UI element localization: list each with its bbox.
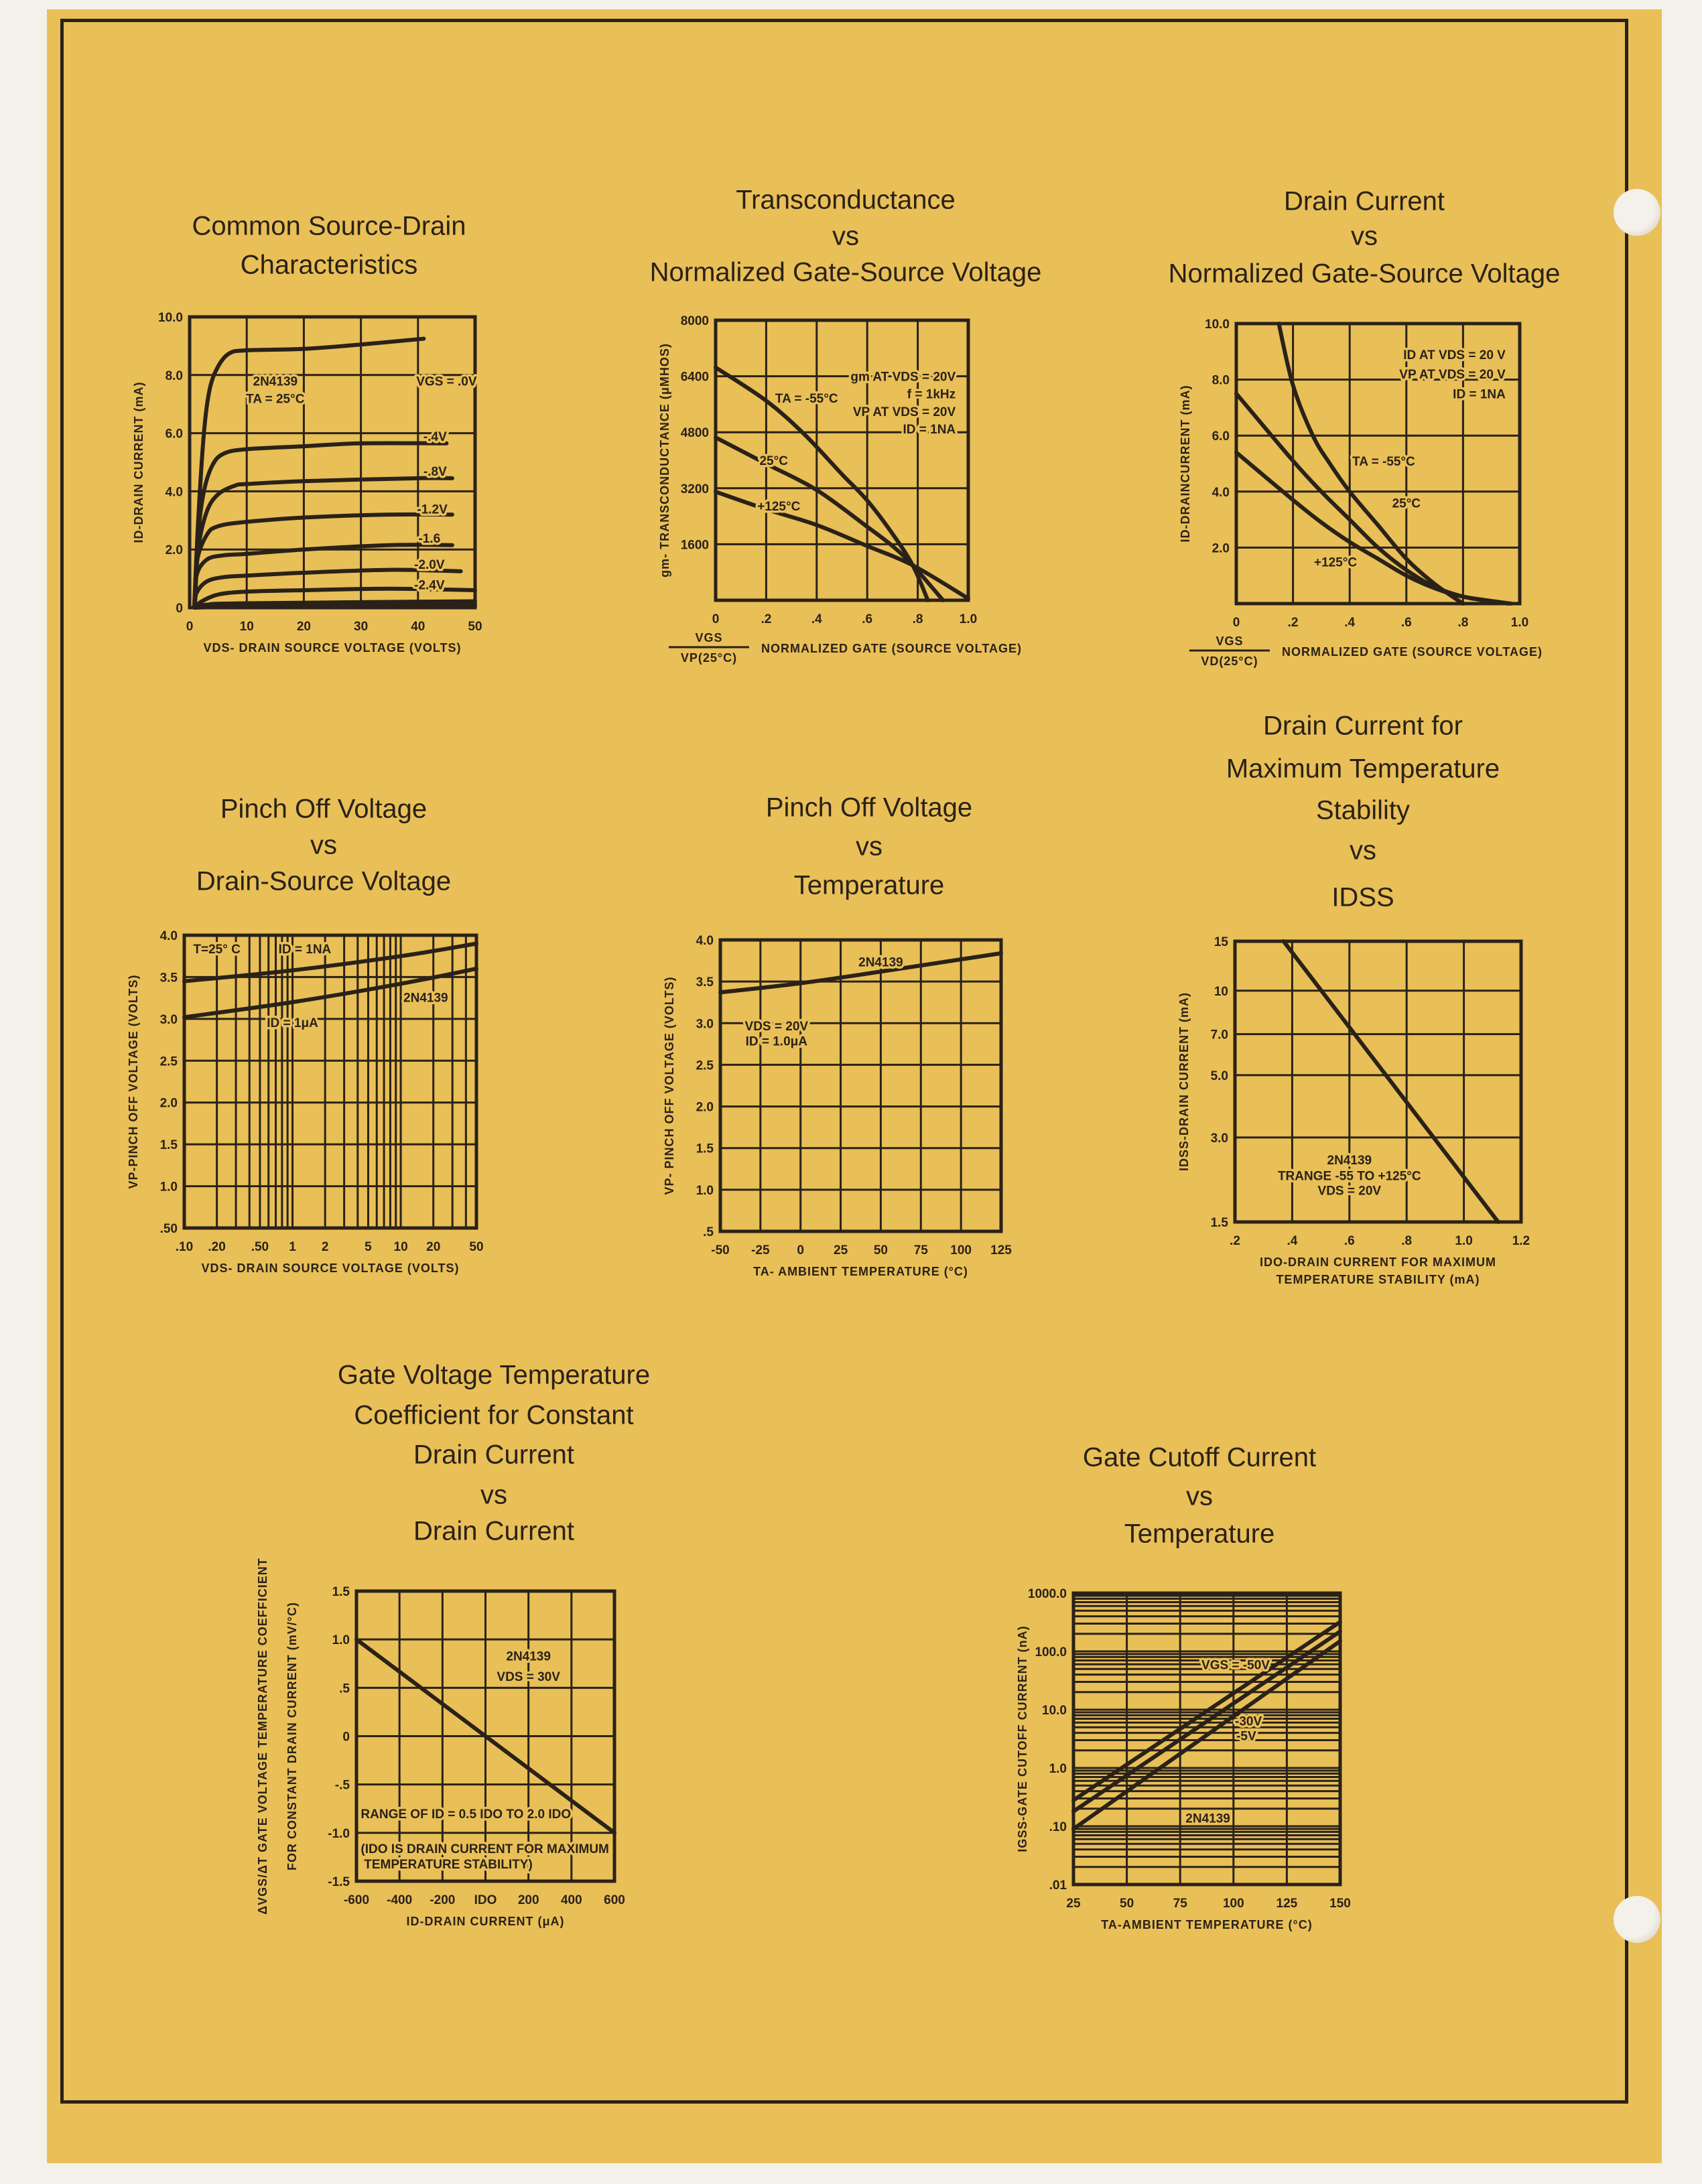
x-tick-label: 400: [560, 1893, 582, 1907]
y-tick-label: -1.5: [328, 1875, 350, 1889]
annotation-label: +125°C: [757, 499, 801, 514]
annotation-label: TA = -55°C: [1352, 454, 1415, 469]
x-tick-label: .8: [1457, 616, 1469, 630]
x-tick-label: 150: [1329, 1897, 1351, 1911]
x-tick-label: .20: [208, 1240, 226, 1254]
y-tick-label: 4.0: [165, 485, 183, 500]
chart-title-line: Transconductance: [736, 185, 956, 215]
x-tick-label: 20: [296, 620, 311, 634]
x-tick-label: .2: [761, 612, 772, 626]
chart-title-line: Gate Voltage Temperature: [337, 1360, 651, 1390]
y-tick-label: 2.5: [159, 1054, 178, 1069]
chart-title-line: Normalized Gate-Source Voltage: [1168, 259, 1561, 289]
plot-frame: [716, 320, 968, 600]
x-label-denominator: VD(25°C): [1201, 655, 1258, 668]
chart-7: [256, 1361, 650, 1928]
annotation-label: 2N4139: [253, 374, 298, 389]
annotation-label: TEMPERATURE STABILITY): [364, 1858, 533, 1872]
y-axis-label: ΔVGS/ΔT GATE VOLTAGE TEMPERATURE COEFFICIENT: [256, 1558, 269, 1915]
x-tick-label: .4: [1287, 1234, 1298, 1248]
x-tick-label: 125: [1276, 1897, 1298, 1911]
annotation-label: ID = 1NA: [1453, 387, 1506, 402]
y-tick-label: 1.5: [1210, 1216, 1228, 1230]
y-tick-label: 3.0: [696, 1017, 714, 1032]
chart-5: [663, 793, 1012, 1278]
x-tick-label: 20: [426, 1240, 441, 1254]
annotation-label: VP AT VDS = 20V: [852, 405, 956, 419]
annotation-label: -5V: [1236, 1729, 1256, 1744]
y-tick-label: 10.0: [158, 311, 183, 325]
chart-title-line: Drain Current for: [1263, 711, 1463, 741]
y-axis-label: FOR CONSTANT DRAIN CURRENT (mV/°C): [285, 1602, 299, 1870]
chart-title-line: Drain Current: [413, 1440, 575, 1470]
series-line-10: [196, 606, 475, 608]
x-axis-label: TEMPERATURE STABILITY (mA): [1276, 1273, 1480, 1286]
y-tick-label: 2.5: [696, 1059, 714, 1073]
x-tick-label: 50: [1120, 1897, 1134, 1911]
annotation-label: -2.0V: [414, 557, 445, 572]
x-tick-label: .50: [251, 1240, 269, 1254]
x-label-denominator: VP(25°C): [680, 651, 738, 665]
annotation-label: VDS = 30V: [497, 1670, 560, 1685]
annotation-label: VGS = -50V: [1201, 1658, 1270, 1673]
y-axis-label: VP-PINCH OFF VOLTAGE (VOLTS): [127, 974, 140, 1189]
y-axis-label: VP- PINCH OFF VOLTAGE (VOLTS): [663, 976, 676, 1195]
series-line-1: [194, 339, 424, 608]
annotation-label: -.8V: [423, 465, 447, 480]
chart-title-line: Gate Cutoff Current: [1082, 1442, 1317, 1473]
grid: [720, 940, 1001, 1231]
chart-title-line: vs: [832, 221, 859, 251]
x-axis-label: NORMALIZED GATE (SOURCE VOLTAGE): [1282, 645, 1543, 659]
plot-frame: [1073, 1593, 1340, 1885]
y-tick-label: 6.0: [165, 427, 183, 441]
annotation-label: -2.4V: [414, 578, 445, 593]
y-tick-label: 4.0: [1212, 485, 1230, 500]
y-tick-label: .01: [1049, 1879, 1067, 1893]
chart-title-line: IDSS: [1331, 882, 1394, 912]
x-tick-label: 40: [411, 620, 426, 634]
y-tick-label: 1.5: [696, 1142, 714, 1156]
y-tick-label: .10: [1049, 1820, 1067, 1834]
y-tick-label: -1.0: [328, 1826, 350, 1841]
annotation-label: ID AT VDS = 20 V: [1403, 348, 1506, 362]
chart-title-line: Maximum Temperature: [1226, 754, 1500, 784]
y-tick-label: 2.0: [165, 543, 183, 558]
y-tick-label: 8000: [680, 314, 709, 328]
chart-title-line: vs: [310, 830, 337, 860]
y-tick-label: 6400: [680, 370, 709, 385]
chart-8: [1016, 1443, 1351, 1931]
chart-title-line: vs: [1186, 1481, 1213, 1511]
y-tick-label: 10: [1214, 984, 1228, 999]
x-tick-label: .6: [1344, 1234, 1355, 1248]
x-tick-label: 0: [1232, 616, 1240, 630]
x-tick-label: 75: [1173, 1897, 1187, 1911]
annotation-label: ID = 1.0μA: [745, 1034, 808, 1049]
x-tick-label: 2: [321, 1240, 329, 1254]
x-tick-label: 1.2: [1512, 1234, 1530, 1248]
x-tick-label: .2: [1230, 1234, 1240, 1248]
y-tick-label: 0: [176, 602, 183, 616]
x-tick-label: -600: [343, 1893, 370, 1907]
annotation-label: 2N4139: [403, 991, 448, 1006]
x-tick-label: 0: [712, 612, 720, 626]
y-tick-label: 1.5: [332, 1585, 350, 1599]
y-tick-label: 8.0: [165, 368, 183, 383]
annotation-label: VGS = .0V: [416, 374, 477, 389]
chart-title-line: Temperature: [1124, 1519, 1275, 1549]
chart-title-line: vs: [480, 1480, 507, 1510]
x-tick-label: 1: [289, 1240, 296, 1254]
y-tick-label: 2.0: [1212, 541, 1230, 556]
x-tick-label: 100: [1222, 1897, 1244, 1911]
y-tick-label: 3200: [680, 482, 709, 496]
x-label-numerator: VGS: [695, 631, 723, 644]
x-axis-label: NORMALIZED GATE (SOURCE VOLTAGE): [761, 642, 1022, 655]
x-tick-label: 0: [797, 1243, 805, 1257]
chart-title-line: Characteristics: [240, 250, 418, 280]
annotation-label: -1.2V: [417, 502, 448, 517]
y-tick-label: .5: [703, 1225, 714, 1239]
x-tick-label: 50: [468, 620, 482, 634]
x-tick-label: 50: [873, 1243, 888, 1257]
x-tick-label: .2: [1287, 616, 1299, 630]
annotation-label: ID = 1NA: [903, 422, 956, 437]
chart-title-line: Temperature: [793, 870, 945, 900]
annotation-label: 2N4139: [506, 1649, 551, 1664]
x-tick-label: 50: [469, 1240, 484, 1254]
annotation-label: 2N4139: [1327, 1154, 1372, 1168]
chart-title-line: Drain-Source Voltage: [196, 866, 452, 896]
y-tick-label: 10.0: [1205, 318, 1230, 332]
x-tick-label: 75: [913, 1243, 928, 1257]
x-tick-label: -25: [751, 1243, 770, 1257]
x-tick-label: 0: [186, 620, 194, 634]
y-tick-label: 1.0: [696, 1183, 714, 1198]
y-tick-label: 100.0: [1035, 1645, 1067, 1659]
y-tick-label: 5.0: [1210, 1069, 1228, 1083]
y-axis-label: gm- TRANSCONDUCTANCE (μMHOS): [658, 343, 671, 577]
chart-1: [132, 212, 482, 655]
x-axis-label: VDS- DRAIN SOURCE VOLTAGE (VOLTS): [201, 1261, 460, 1275]
annotation-label: 25°C: [1392, 496, 1421, 511]
annotation-label: f = 1kHz: [907, 387, 956, 402]
x-tick-label: 25: [1066, 1897, 1081, 1911]
annotation-label: 25°C: [759, 454, 788, 468]
annotation-label: (IDO IS DRAIN CURRENT FOR MAXIMUM: [361, 1842, 609, 1856]
y-tick-label: 4800: [680, 426, 709, 441]
x-tick-label: .10: [175, 1240, 194, 1254]
y-axis-label: IDSS-DRAIN CURRENT (mA): [1177, 992, 1191, 1171]
y-tick-label: 1000.0: [1027, 1587, 1067, 1601]
y-tick-label: 3.5: [159, 971, 178, 985]
x-tick-label: -50: [711, 1243, 730, 1257]
chart-4: [127, 795, 484, 1275]
y-axis-label: ID-DRAIN CURRENT (mA): [132, 381, 145, 543]
annotation-label: VDS = 20V: [744, 1020, 809, 1034]
x-tick-label: 1.0: [1510, 616, 1529, 630]
chart-title-line: Coefficient for Constant: [354, 1400, 634, 1430]
y-tick-label: 7.0: [1210, 1028, 1228, 1042]
y-tick-label: 4.0: [696, 934, 714, 948]
y-axis-label: ID-DRAINCURRENT (mA): [1179, 385, 1192, 543]
y-tick-label: 8.0: [1212, 373, 1230, 388]
annotation-label: gm AT VDS = 20V: [850, 370, 956, 385]
x-tick-label: -200: [430, 1893, 456, 1907]
annotation-label: T=25° C: [193, 942, 241, 957]
annotation-label: RANGE OF ID = 0.5 IDO TO 2.0 IDO: [361, 1807, 572, 1822]
x-tick-label: 25: [834, 1243, 848, 1257]
chart-3: [1169, 187, 1561, 668]
annotation-label: 2N4139: [858, 955, 903, 970]
y-tick-label: 10.0: [1042, 1704, 1067, 1718]
annotation-label: -1.6: [418, 531, 441, 546]
chart-title-line: vs: [1350, 835, 1376, 866]
x-axis-label: IDO-DRAIN CURRENT FOR MAXIMUM: [1260, 1255, 1496, 1269]
chart-title-line: Pinch Off Voltage: [220, 794, 428, 824]
x-tick-label: 100: [950, 1243, 972, 1257]
annotation-label: VDS = 20V: [1317, 1184, 1382, 1199]
x-tick-label: -400: [387, 1893, 413, 1907]
y-tick-label: 1.0: [159, 1180, 178, 1195]
y-tick-label: .5: [339, 1682, 350, 1696]
chart-title-line: Drain Current: [413, 1516, 575, 1546]
x-axis-label: TA- AMBIENT TEMPERATURE (°C): [753, 1265, 968, 1278]
chart-title-line: vs: [856, 831, 882, 862]
y-tick-label: 3.5: [696, 975, 714, 990]
y-tick-label: 1600: [680, 538, 709, 553]
chart-2: [650, 186, 1042, 665]
x-tick-label: 10: [393, 1240, 408, 1254]
y-axis-label: IGSS-GATE CUTOFF CURRENT (nA): [1016, 1625, 1029, 1852]
x-tick-label: 200: [517, 1893, 539, 1907]
series-line-3: [1236, 452, 1511, 604]
y-tick-label: 3.0: [159, 1012, 178, 1027]
grid: [1073, 1593, 1340, 1885]
y-tick-label: 2.0: [159, 1096, 178, 1111]
chart-title-line: Drain Current: [1283, 186, 1445, 216]
x-axis-label: VDS- DRAIN SOURCE VOLTAGE (VOLTS): [203, 641, 462, 655]
x-tick-label: .8: [912, 612, 923, 626]
x-tick-label: 1.0: [1455, 1234, 1473, 1248]
x-label-numerator: VGS: [1216, 634, 1244, 648]
y-tick-label: 3.0: [1210, 1131, 1228, 1146]
chart-title-line: Common Source-Drain: [192, 211, 466, 241]
chart-title-line: Pinch Off Voltage: [765, 793, 973, 823]
chart-title-line: Normalized Gate-Source Voltage: [649, 257, 1042, 287]
x-tick-label: 30: [354, 620, 369, 634]
x-axis-label: TA-AMBIENT TEMPERATURE (°C): [1101, 1918, 1313, 1931]
x-tick-label: IDO: [474, 1893, 497, 1907]
x-tick-label: 600: [604, 1893, 625, 1907]
y-tick-label: 15: [1214, 935, 1228, 949]
y-tick-label: 1.0: [332, 1633, 350, 1648]
x-axis-label: ID-DRAIN CURRENT (μA): [406, 1915, 565, 1928]
chart-title-line: vs: [1351, 221, 1378, 251]
x-tick-label: .8: [1401, 1234, 1413, 1248]
x-tick-label: .4: [1344, 616, 1356, 630]
y-tick-label: 6.0: [1212, 429, 1230, 444]
annotation-label: ID = 1μA: [267, 1016, 318, 1030]
x-tick-label: 5: [365, 1240, 372, 1254]
annotation-label: TRANGE -55 TO +125°C: [1277, 1169, 1421, 1184]
y-tick-label: 1.0: [1049, 1762, 1067, 1776]
annotation-label: -.4V: [423, 429, 447, 444]
y-tick-label: 1.5: [159, 1138, 178, 1153]
x-tick-label: 125: [990, 1243, 1012, 1257]
annotation-label: +125°C: [1313, 555, 1358, 570]
annotation-label: TA = -55°C: [775, 391, 838, 406]
x-tick-label: .6: [1400, 616, 1412, 630]
plot-frame: [720, 940, 1001, 1231]
annotation-label: -30V: [1235, 1714, 1262, 1729]
y-tick-label: -.5: [334, 1778, 350, 1793]
y-tick-label: .50: [159, 1222, 178, 1236]
series-line-2: [1236, 394, 1508, 604]
annotation-label: VP AT VDS = 20 V: [1399, 368, 1506, 383]
grid: [716, 320, 968, 600]
chart-6: [1177, 711, 1530, 1286]
chart-title-line: Stability: [1315, 795, 1411, 825]
x-tick-label: 10: [239, 620, 254, 634]
y-tick-label: 4.0: [159, 929, 178, 943]
annotation-label: 2N4139: [1185, 1812, 1230, 1826]
y-tick-label: 2.0: [696, 1100, 714, 1115]
annotation-label: TA = 25°C: [246, 392, 305, 407]
x-tick-label: .4: [811, 612, 822, 626]
annotation-label: ID = 1NA: [278, 942, 332, 957]
x-tick-label: 1.0: [959, 612, 978, 626]
x-tick-label: .6: [862, 612, 873, 626]
y-tick-label: 0: [342, 1730, 350, 1745]
